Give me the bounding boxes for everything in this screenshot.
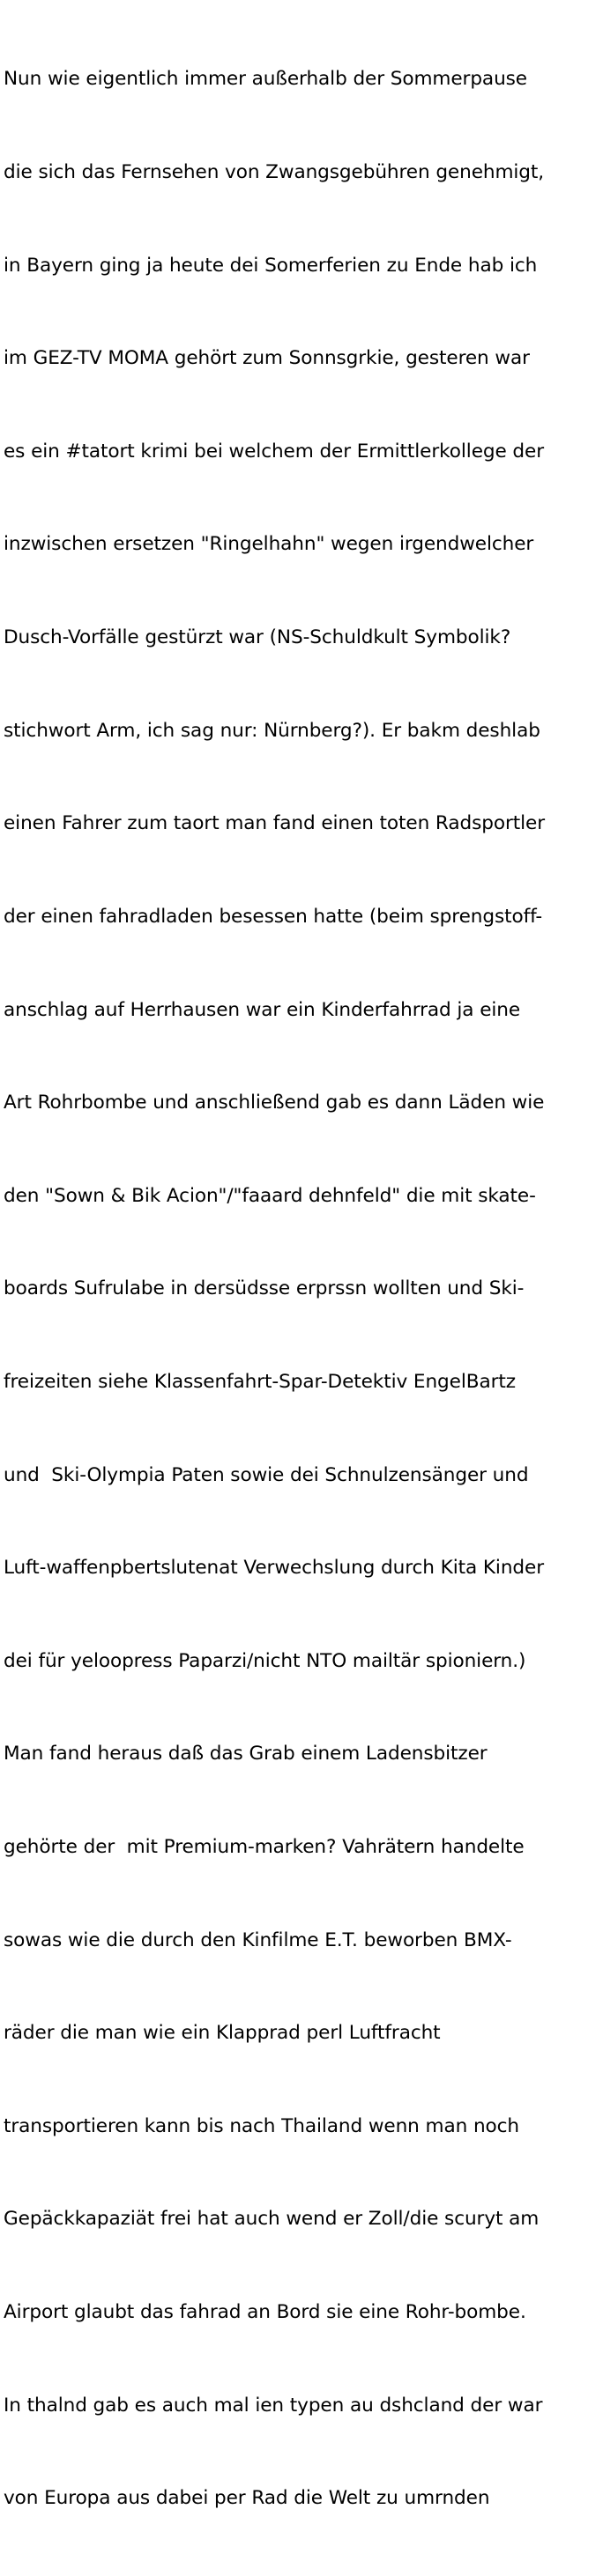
text-line: im GEZ-TV MOMA gehört zum Sonnsgrkie, gesteren war bbox=[4, 347, 530, 370]
text-line: Airport glaubt das fahrad an Bord sie eine Rohr-bombe. bbox=[4, 2301, 526, 2324]
text-line: Nun wie eigentlich immer außerhalb der Sommerpause bbox=[4, 68, 527, 91]
text-line: sowas wie die durch den Kinfilme E.T. beworben BMX- bbox=[4, 1928, 512, 1951]
text-line: dei für yeloopress Paparzi/nicht NTO mailtär spioniern.) bbox=[4, 1649, 526, 1672]
text-line: die sich das Fernsehen von Zwangsgebühren genehmigt, bbox=[4, 161, 545, 184]
text-line: inzwischen ersetzen "Ringelhahn" wegen irgendwelcher bbox=[4, 533, 534, 556]
text-line: in Bayern ging ja heute dei Somerferien zu Ende hab ich bbox=[4, 254, 538, 277]
text-line: Luft-waffenpbertslutenat Verwechslung durch Kita Kinder bbox=[4, 1557, 544, 1580]
text-line: Art Rohrbombe und anschließend gab es dann Läden wie bbox=[4, 1092, 545, 1114]
text-line: den "Sown & Bik Acion"/"faaard dehnfeld" die mit skate- bbox=[4, 1184, 536, 1207]
text-line: es ein #tatort krimi bei welchem der Ermittlerkollege der bbox=[4, 440, 545, 463]
text-line: In thalnd gab es auch mal ien typen au dshcland der war bbox=[4, 2394, 543, 2417]
text-line: Dusch-Vorfälle gestürzt war (NS-Schuldkult Symbolik? bbox=[4, 626, 511, 649]
text-line: freizeiten siehe Klassenfahrt-Spar-Detektiv EngelBartz bbox=[4, 1370, 516, 1393]
text-line: einen Fahrer zum taort man fand einen toten Radsportler bbox=[4, 812, 545, 835]
text-line: Man fand heraus daß das Grab einem Ladensbitzer bbox=[4, 1743, 488, 1765]
text-line: und Ski-Olympia Paten sowie dei Schnulzensänger und bbox=[4, 1463, 529, 1486]
text-line: von Europa aus dabei per Rad die Welt zu umrnden bbox=[4, 2487, 490, 2510]
text-line: transportieren kann bis nach Thailand wenn man noch bbox=[4, 2114, 520, 2137]
text-line: gehörte der mit Premium-marken? Vahrätern handelte bbox=[4, 1835, 525, 1858]
text-line: Gepäckkapaziät frei hat auch wend er Zoll/die scuryt am bbox=[4, 2208, 540, 2231]
document-text-block bbox=[4, 2, 598, 2576]
text-line: anschlag auf Herrhausen war ein Kinderfahrrad ja eine bbox=[4, 998, 521, 1021]
text-line: stichwort Arm, ich sag nur: Nürnberg?). Er bakm deshlab bbox=[4, 719, 540, 742]
text-line: der einen fahradladen besessen hatte (beim sprengstoff- bbox=[4, 905, 543, 928]
text-line: boards Sufrulabe in dersüdsse erprssn wollten und Ski- bbox=[4, 1277, 525, 1300]
text-line: räder die man wie ein Klapprad perl Luftfracht bbox=[4, 2022, 441, 2045]
